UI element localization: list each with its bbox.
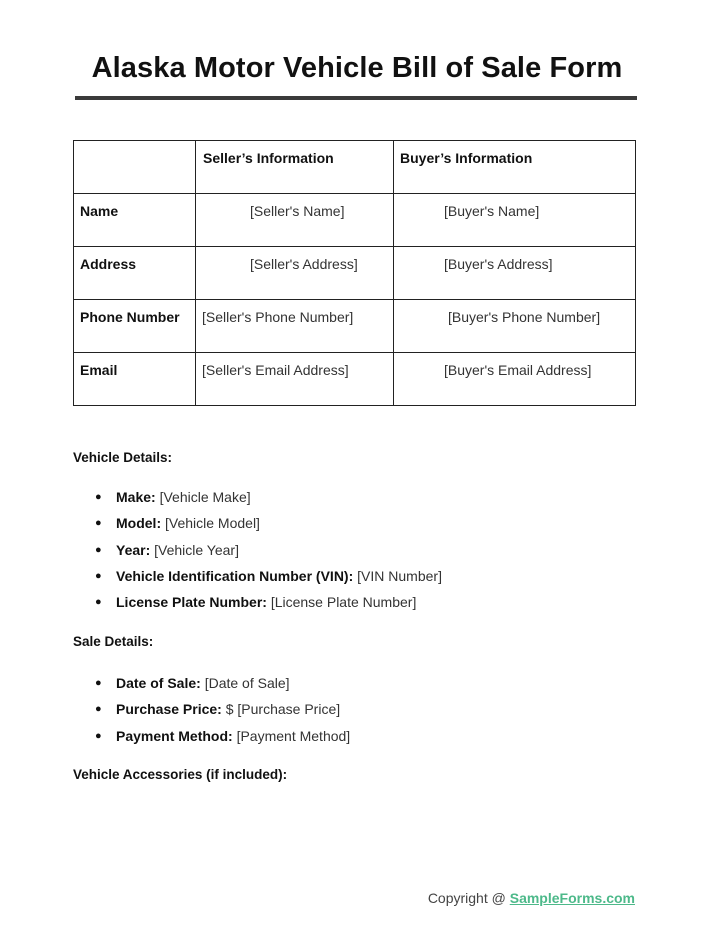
footer-copyright xyxy=(428,890,635,906)
table-header-row xyxy=(74,141,636,194)
seller-phone-cell: [Seller's Phone Number] xyxy=(196,300,394,353)
bullet-icon: ● xyxy=(95,491,102,503)
vehicle-details-list xyxy=(95,488,442,619)
row-label-address: Address xyxy=(74,247,196,300)
brand-link[interactable]: SampleForms.com xyxy=(509,890,635,906)
list-item: ● Year: [Vehicle Year] xyxy=(95,541,239,558)
bullet-icon: ● xyxy=(95,703,102,716)
row-label-phone: Phone Number xyxy=(74,300,196,353)
seller-name-cell: [Seller's Name] xyxy=(196,194,394,247)
bullet-icon: ● xyxy=(95,543,102,556)
bullet-icon: ● xyxy=(95,596,102,609)
list-item: ● License Plate Number: [License Plate Number] xyxy=(95,594,417,611)
list-item: ● Purchase Price: $ [Purchase Price] xyxy=(95,701,341,718)
bullet-icon: ● xyxy=(95,517,102,530)
table-header-seller: Seller’s Information xyxy=(196,141,394,194)
table-row xyxy=(74,194,636,247)
row-label-email: Email xyxy=(74,353,196,406)
table-header-buyer: Buyer’s Information xyxy=(394,141,636,194)
page-title: Alaska Motor Vehicle Bill of Sale Form xyxy=(91,52,623,84)
copyright-text: Copyright @ xyxy=(427,890,510,906)
buyer-email-cell: [Buyer's Email Address] xyxy=(394,353,636,406)
table-row xyxy=(74,300,636,353)
bullet-icon: ● xyxy=(95,677,102,689)
buyer-name-cell: [Buyer's Name] xyxy=(394,194,636,247)
vehicle-details-heading: Vehicle Details: xyxy=(73,450,173,465)
list-item: ● Payment Method: [Payment Method] xyxy=(95,727,351,744)
list-item: ● Date of Sale: [Date of Sale] xyxy=(95,675,290,691)
table-row xyxy=(74,353,636,406)
accessories-heading: Vehicle Accessories (if included): xyxy=(73,767,288,782)
sale-details-heading: Sale Details: xyxy=(73,634,154,649)
bullet-icon: ● xyxy=(95,729,102,742)
list-item: ● Make: [Vehicle Make] xyxy=(95,489,251,505)
bullet-icon: ● xyxy=(95,569,102,582)
buyer-phone-cell: [Buyer's Phone Number] xyxy=(394,300,636,353)
list-item: ● Model: [Vehicle Model] xyxy=(95,515,260,532)
seller-address-cell: [Seller's Address] xyxy=(196,247,394,300)
title-underline xyxy=(75,96,637,100)
table-header-cell xyxy=(74,141,196,194)
buyer-address-cell: [Buyer's Address] xyxy=(394,247,636,300)
list-item: ● Vehicle Identification Number (VIN): [VIN Number] xyxy=(95,567,442,584)
row-label-name: Name xyxy=(74,194,196,247)
party-info-table xyxy=(73,140,636,406)
sale-details-list xyxy=(95,674,350,753)
seller-email-cell: [Seller's Email Address] xyxy=(196,353,394,406)
table-row xyxy=(74,247,636,300)
